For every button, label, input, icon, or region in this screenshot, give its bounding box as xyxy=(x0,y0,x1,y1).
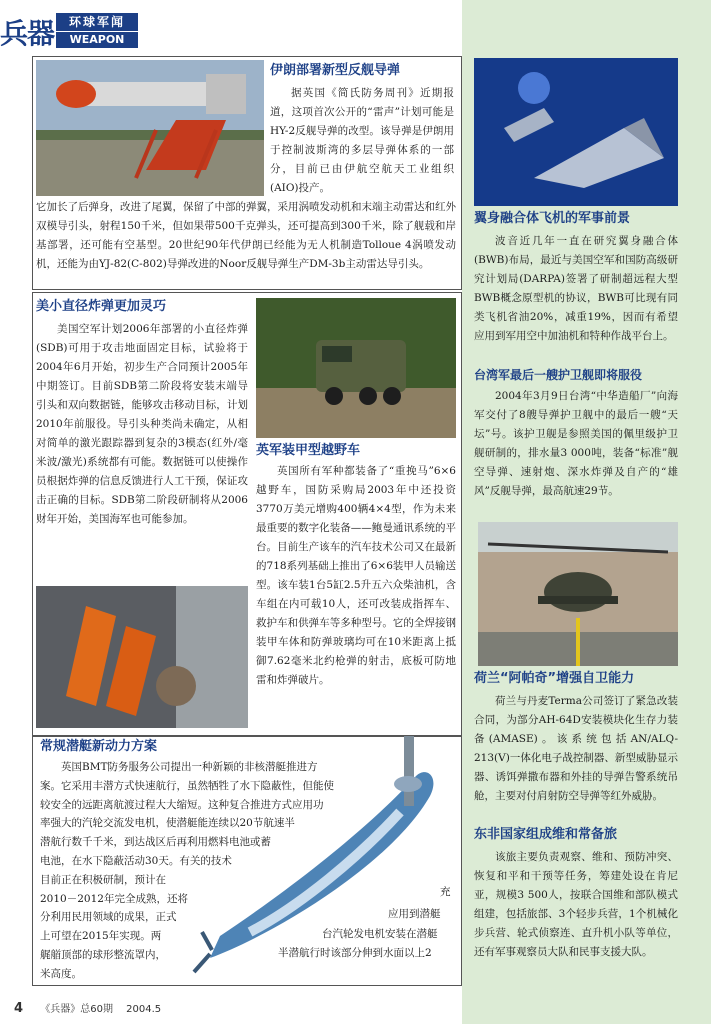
article-sub-line-1: 英国BMT防务服务公司提出一种新颖的非核潜艇推进方 xyxy=(61,761,318,773)
article-sub-right-1: 充 xyxy=(440,886,451,898)
bomb-photo xyxy=(36,586,248,728)
article-sub-line-7: 目前正在积极研制，预计在 xyxy=(40,873,166,886)
article-uk xyxy=(256,442,456,690)
article-apache-title: 荷兰“阿帕奇”增强自卫能力 xyxy=(474,671,635,686)
page-number: 4 xyxy=(14,1001,24,1016)
article-iran-p2: 它加长了后弹身，改进了尾翼，保留了中部的弹翼，采用涡喷发动机和末端主动雷达和红外双模导引头，射程150千米，但如果带500千克弹头，还可提高到300千米，除了舰载和岸基部署，还可能有空基型。20世纪90年代伊朗已经能为无人机制造Tolloue 4涡喷发动机，还能为由YJ-82(C-802)导弹改进的Noor反舰导弹生产DM-3b主动雷达导引头。 xyxy=(36,201,456,270)
masthead-section-en: WEAPON xyxy=(56,32,138,48)
article-sub-right-3: 台汽轮发电机安装在潜艇 xyxy=(322,928,438,940)
article-sub-line-12: 米高度。 xyxy=(40,967,82,980)
article-ethiopia-title: 东非国家组成维和常备旅 xyxy=(474,827,618,842)
article-iran-title: 伊朗部署新型反舰导弹 xyxy=(270,63,401,78)
article-iran-right xyxy=(270,62,454,198)
article-sub-line-2: 案。它采用丰潜方式快速航行，虽然牺牲了水下隐蔽性，但能使 xyxy=(40,779,334,792)
page-footer xyxy=(14,1000,161,1016)
journal-name: 《兵器》总60期 xyxy=(40,1004,113,1015)
article-sub-line-5: 潜航行数千千米，到达战区后再利用燃料电池或蓄 xyxy=(40,836,271,849)
article-ethiopia xyxy=(474,826,678,962)
article-sub-line-10: 上可望在2015年实现。两 xyxy=(40,930,162,943)
article-bwb-title: 翼身融合体飞机的军事前景 xyxy=(474,211,631,226)
article-apache-p1: 荷兰与丹麦Terma公司签订了紧急改装合同，为部分AH-64D安装模块化生存力装备(AMASE)。该系统包括AN/ALQ-213(V)一体化电子战控制器、新型威胁显示器、诱饵弹撒布器和外挂的导弹告警系统吊舱，主要对付肩射防空导弹等红外威胁。 xyxy=(474,695,678,802)
article-sub-line-8: 2010－2012年完全成熟，还将 xyxy=(40,892,188,905)
article-sdb-title: 美小直径炸弹更加灵巧 xyxy=(36,299,167,314)
article-iran-bottom xyxy=(36,198,456,274)
article-taiwan xyxy=(474,366,678,501)
article-bwb xyxy=(474,210,678,346)
article-iran-p1: 据英国《简氏防务周刊》近期报道，这项首次公开的“雷声”计划可能是HY-2反舰导弹的改型。该导弹是伊朗用于控制波斯湾的多层导弹体系的一部分，目前已由伊航空航天工业组织(AIO)投产。 xyxy=(270,87,454,194)
article-sub-line-6: 电池，在水下隐蔽活动30天。有关的技术 xyxy=(40,854,232,867)
article-sub-right-4: 半潜航行时该部分伸到水面以上2 xyxy=(278,947,432,959)
article-apache xyxy=(474,670,678,806)
article-sub-line-11: 艉艏顶部的球形整流罩内， xyxy=(40,948,166,961)
bwb-aircraft-photo xyxy=(474,58,678,206)
article-sdb-p1: 美国空军计划2006年部署的小直径炸弹(SDB)可用于攻击地面固定目标，试验将于2004年6月开始，初步生产合同预计2005年中期签订。目前SDB第二阶段将安装末端导引头和双向数据链，能够攻击移动目标，计划2010年前服役。导引头种类尚未确定，从相对简单的激光跟踪器到复杂的3模态(红外/毫米波/激光)系统都有可能。数据链可以使操作员根据炸弹的信息反馈进行人工干预，保证攻击正确的目标。SDB第二阶段研制将从2006财年开始，美国海军也可能参加。 xyxy=(36,323,248,525)
masthead-section-cn: 环球军闻 xyxy=(56,13,138,31)
article-ethiopia-p1: 该旅主要负责观察、维和、预防冲突、恢复和平和干预等任务，筹建处设在肯尼亚，规模3 500人，按联合国维和部队模式组建，包括旅部、3个轻步兵营，1个机械化步兵营、轮式侦察连、直升机小队等单位，还有军事观察员大队和民事支援大队。 xyxy=(474,851,678,958)
armored-truck-photo xyxy=(256,298,456,438)
article-sub-line-4: 率强大的汽轮交流发电机，使潜艇能连续以20节航速半 xyxy=(40,817,295,830)
article-uk-p1: 英国所有军种都装备了“重挽马”6×6越野车，国防采购局2003年中还投资3770万美元增购400辆4×4型，作为未来最重要的数字化装备——鲍曼通讯系统的平台。目前生产该车的汽车技术公司又在最新的718系列基础上推出了6×6装甲人员输送型。该车装1台5缸2.5升五六众柴油机，含车组在内可载10人，还可改装成指挥车、救护车和供弹车等多种型号。它的全焊接钢装甲车体和防弹玻璃均可在10米距离上抵御7.62毫米北约枪弹的射击，底板可防地雷和炸弹破片。 xyxy=(256,465,456,686)
article-sub-title: 常规潜艇新动力方案 xyxy=(40,739,158,754)
apache-helicopter-photo xyxy=(478,522,678,666)
article-bwb-p1: 波音近几年一直在研究翼身融合体(BWB)布局，最近与美国空军和国防高级研究计划局(DARPA)签署了研制超远程大型BWB概念原型机的协议，BWB可比现有同类飞机省油20%，减重19%，因而有希望应用到军用空中加油机和特种作战平台上。 xyxy=(474,235,678,342)
masthead-title: 兵器 xyxy=(0,17,55,50)
article-sdb xyxy=(36,298,248,529)
article-sub-right-2: 应用到潜艇 xyxy=(388,908,441,920)
article-sub-line-9: 分利用民用领域的成果，正式 xyxy=(40,911,177,924)
article-uk-title: 英军装甲型越野车 xyxy=(256,443,361,458)
article-taiwan-title: 台湾军最后一艘护卫舰即将服役 xyxy=(474,368,643,382)
issue-date: 2004.5 xyxy=(126,1004,162,1015)
missile-launcher-photo xyxy=(36,60,264,196)
masthead xyxy=(0,12,140,50)
article-sub-line-3: 较安全的远距离航渡过程大大缩短。这种复合推进方式应用功 xyxy=(40,798,324,811)
article-taiwan-p1: 2004年3月9日台湾“中华造船厂”向海军交付了8艘导弹护卫舰中的最后一艘“天坛”号。该护卫舰是参照美国的佩里级护卫舰研制的，排水量3 000吨，装备“标准”舰空导弹、速射炮、深水炸弹及自产的“雄风”反舰导弹，最高航速29节。 xyxy=(474,390,678,497)
